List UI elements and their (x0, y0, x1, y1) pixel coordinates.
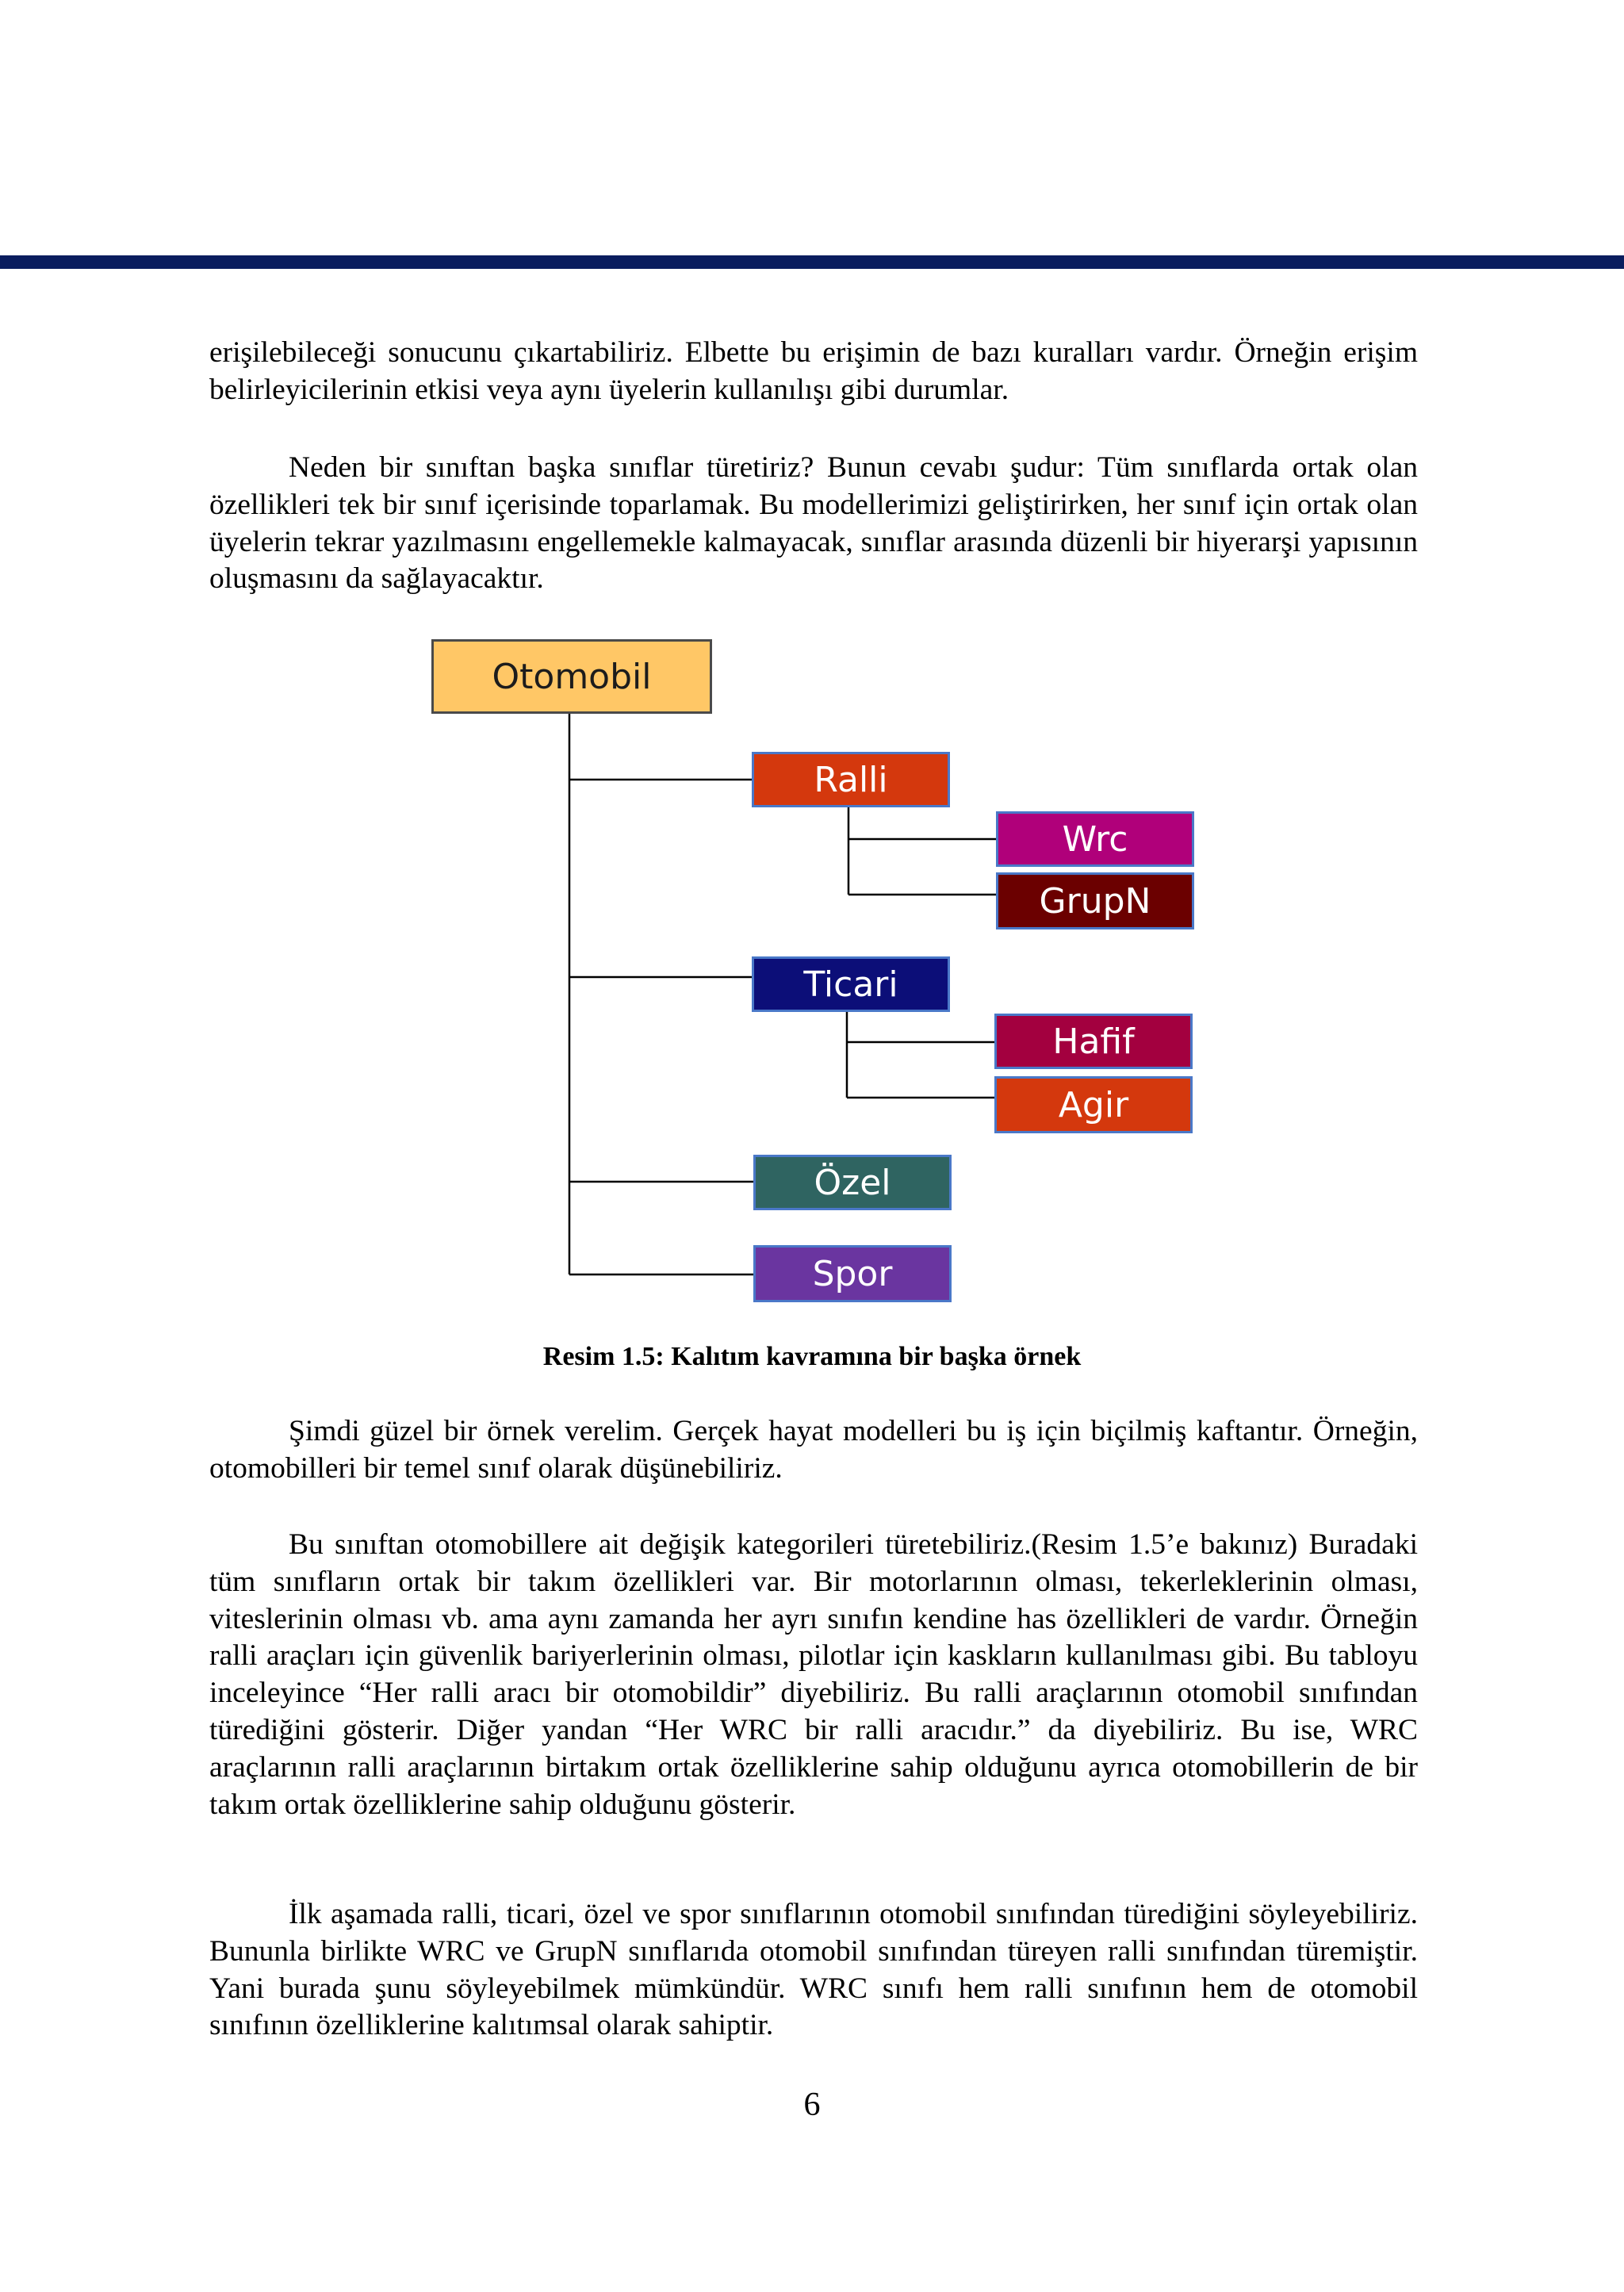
header-rule (0, 255, 1624, 269)
node-grupn: GrupN (996, 872, 1194, 929)
paragraph-3 (209, 1413, 1418, 1488)
node-wrc: Wrc (996, 811, 1194, 867)
paragraph-5-text: İlk aşamada ralli, ticari, özel ve spor sınıflarının otomobil sınıfından türediğini söyleyebiliriz. Bununla birlikte WRC ve GrupN sınıflarıda otomobil sınıfından türeyen ralli sınıfından türemiştir. Yani burada şunu söyleyebilmek mümkündür. WRC sınıfı hem ralli sınıfının hem de otomobil sınıfının özelliklerine kalıtımsal olarak sahiptir. (209, 1898, 1418, 2042)
paragraph-2-text: Neden bir sınıftan başka sınıflar türetiriz? Bunun cevabı şudur: Tüm sınıflarda ortak olan özellikleri tek bir sınıf içerisinde toparlamak. Bu modellerimizi geliştirirken, her sınıf için ortak olan üyelerin tekrar yazılmasını engellemekle kalmayacak, sınıflar arasında düzenli bir hiyerarşi yapısının oluşmasını da sağlayacaktır. (209, 451, 1418, 596)
node-ticari: Ticari (752, 956, 950, 1012)
figure-caption: Resim 1.5: Kalıtım kavramına bir başka örnek (542, 1342, 1082, 1371)
paragraph-2 (209, 450, 1418, 598)
node-otomobil: Otomobil (431, 639, 712, 714)
paragraph-4-text: Bu sınıftan otomobillere ait değişik kategorileri türetebiliriz.(Resim 1.5’e bakınız) Buradaki tüm sınıfların ortak bir takım özellikleri var. Bir motorlarının olması, tekerleklerinin olması, viteslerinin olması vb. ama aynı zamanda her ayrı sınıfın kendine has özellikleri de vardır. Örneğin ralli araçları için güvenlik bariyerlerinin olması, pilotlar için kaskların kullanılması gibi. Bu tabloyu inceleyince “Her ralli aracı bir otomobildir” diyebiliriz. Bu ralli araçlarının otomobil sınıfından türediğini gösterir. Diğer yandan “Her WRC bir ralli aracıdır.” da diyebiliriz. Bu ise, WRC araçlarının ralli araçlarının birtakım ortak özelliklerine sahip olduğunu ayrıca otomobillerin de bir takım ortak özelliklerine sahip olduğunu gösterir. (209, 1528, 1418, 1821)
node-ozel: Özel (753, 1155, 952, 1210)
node-hafif: Hafif (994, 1014, 1193, 1069)
paragraph-1: erişilebileceği sonucunu çıkartabiliriz. Elbette bu erişimin de bazı kuralları vardır. Örneğin erişim belirleyicilerinin etkisi veya aynı üyelerin kullanılışı gibi durumlar. (209, 336, 1418, 406)
node-spor: Spor (753, 1245, 952, 1302)
paragraph-4 (209, 1527, 1418, 1823)
paragraph-5 (209, 1896, 1418, 2045)
page-number: 6 (803, 2087, 821, 2123)
node-agir: Agir (994, 1076, 1193, 1133)
node-ralli: Ralli (752, 752, 950, 807)
paragraph-3-text: Şimdi güzel bir örnek verelim. Gerçek hayat modelleri bu iş için biçilmiş kaftantır. Örneğin, otomobilleri bir temel sınıf olarak düşünebiliriz. (209, 1415, 1418, 1485)
